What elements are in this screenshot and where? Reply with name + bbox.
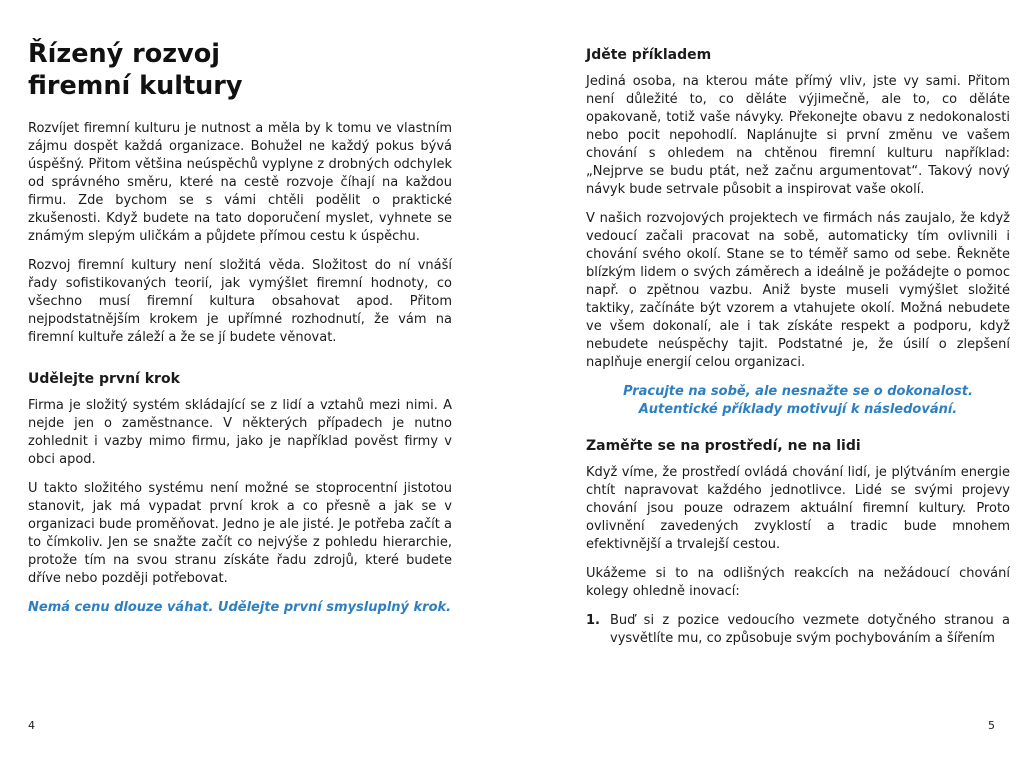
list-item: [586, 612, 1010, 648]
section-environment-paragraph-1: Když víme, že prostředí ovládá chování lidí, je plýtváním energie chtít napravovat každého jednotlivce. Lidé se svými projevy chování jsou pouze odrazem aktuální firemní kultury. Proto ovlivnění zavedených zvyklostí a tradic bude mnohem efektivnější a trvalejší cestou.: [586, 465, 1010, 552]
right-page: [512, 0, 1024, 768]
chapter-title: [28, 38, 452, 102]
section-heading-first-step: Udělejte první krok: [28, 371, 180, 387]
chapter-title-line1: Řízený rozvoj: [28, 39, 220, 69]
page-number-right: 5: [988, 719, 995, 732]
pull-quote-first-step: Nemá cenu dlouze váhat. Udělejte první smysluplný krok.: [28, 600, 452, 615]
section-first-step-paragraph-1: Firma je složitý systém skládající se z lidí a vztahů mezi nimi. A nejde jen o zaměstnance. V některých případech je nutno zohlednit i vazby mimo firmu, jako je například pověst firmy v obci apod.: [28, 398, 452, 467]
list-item-text: Buď si z pozice vedoucího vezmete dotyčného stranou a vysvětlíte mu, co způsobuje svým pochybováním a šířením: [610, 613, 1010, 646]
right-column: [586, 38, 1010, 648]
pull-quote-line1: Pracujte na sobě, ale nesnažte se o dokonalost.: [623, 384, 973, 399]
section-heading-environment: Zaměřte se na prostředí, ne na lidi: [586, 438, 861, 454]
intro-paragraph-2: Rozvoj firemní kultury není složitá věda. Složitost do ní vnáší řady sofistikovaných teorií, jak vymýšlet firemní hodnoty, co všechno musí firemní kultura obsahovat apod. Přitom nejpodstatnějším krokem je upřímné rozhodnutí, že vám na firemní kultuře záleží a že se jí budete věnovat.: [28, 258, 452, 345]
intro-paragraph-1: Rozvíjet firemní kulturu je nutnost a měla by k tomu ve vlastním zájmu dospět každá organizace. Bohužel ne každý pokus bývá úspěšný. Přitom většina neúspěchů vyplyne z drobných odchylek od správného směru, které na cestě rozvoje číhají na každou firmu. Zde bychom se s vámi chtěli podělit o praktické zkušenosti. Když budete na tato doporučení myslet, vyhnete se známým slepým uličkám a půjdete přímou cestu k úspěchu.: [28, 121, 452, 244]
section-lead-paragraph-1: Jediná osoba, na kterou máte přímý vliv, jste vy sami. Přitom není důležité to, co děláte výjimečně, ale to, co děláte opakovaně, totiž vaše návyky. Překonejte obavu z nedokonalosti nebo pocit nepohodlí. Naplánujte si první změnu ve vašem chování s ohledem na chtěnou firemní kulturu například: „Nejprve se budu ptát, než začnu argumentovat“. Takový nový návyk bude setrvale působit a inspirovat vaše okolí.: [586, 74, 1010, 197]
pull-quote-lead-by-example: [586, 383, 1010, 419]
section-environment-paragraph-2: Ukážeme si to na odlišných reakcích na nežádoucí chování kolegy ohledně inovací:: [586, 566, 1010, 599]
spacer: [28, 358, 452, 370]
chapter-title-line2: firemní kultury: [28, 71, 243, 101]
section-lead-paragraph-2: V našich rozvojových projektech ve firmách nás zaujalo, že když vedoucí začali pracovat na sobě, automaticky tím ovlivnili i chování svého okolí. Stane se to téměř samo od sebe. Řekněte blízkým lidem o svých záměrech a ideálně je požádejte o pomoc např. o zpětnou vazbu. Aniž byste museli vymýšlet složité taktiky, začínáte být vzorem a vtahujete okolí. Možná nebudete ve všem dokonalí, ale i tak získáte respekt a podporu, když nebudete neúspěchy tajit. Podstatné je, že úsilí o zlepšení naplňuje energií celou organizaci.: [586, 211, 1010, 370]
left-column: [28, 38, 452, 635]
pull-quote-line2: Autentické příklady motivují k následování.: [638, 402, 958, 417]
page-number-left: 4: [28, 719, 35, 732]
section-heading-lead-by-example: Jděte příkladem: [586, 47, 712, 63]
list-item-number: 1.: [586, 613, 600, 628]
section-first-step-paragraph-2: U takto složitého systému není možné se stoprocentní jistotou stanovit, jak má vypadat první krok a co přesně a jak se v organizaci bude proměňovat. Jedno je ale jisté. Je potřeba začít a to čímkoliv. Jen se snažte začít co nejvýše z pohledu hierarchie, protože tím na svou stranu získáte řadu zdrojů, které budete dříve nebo později potřebovat.: [28, 481, 452, 586]
